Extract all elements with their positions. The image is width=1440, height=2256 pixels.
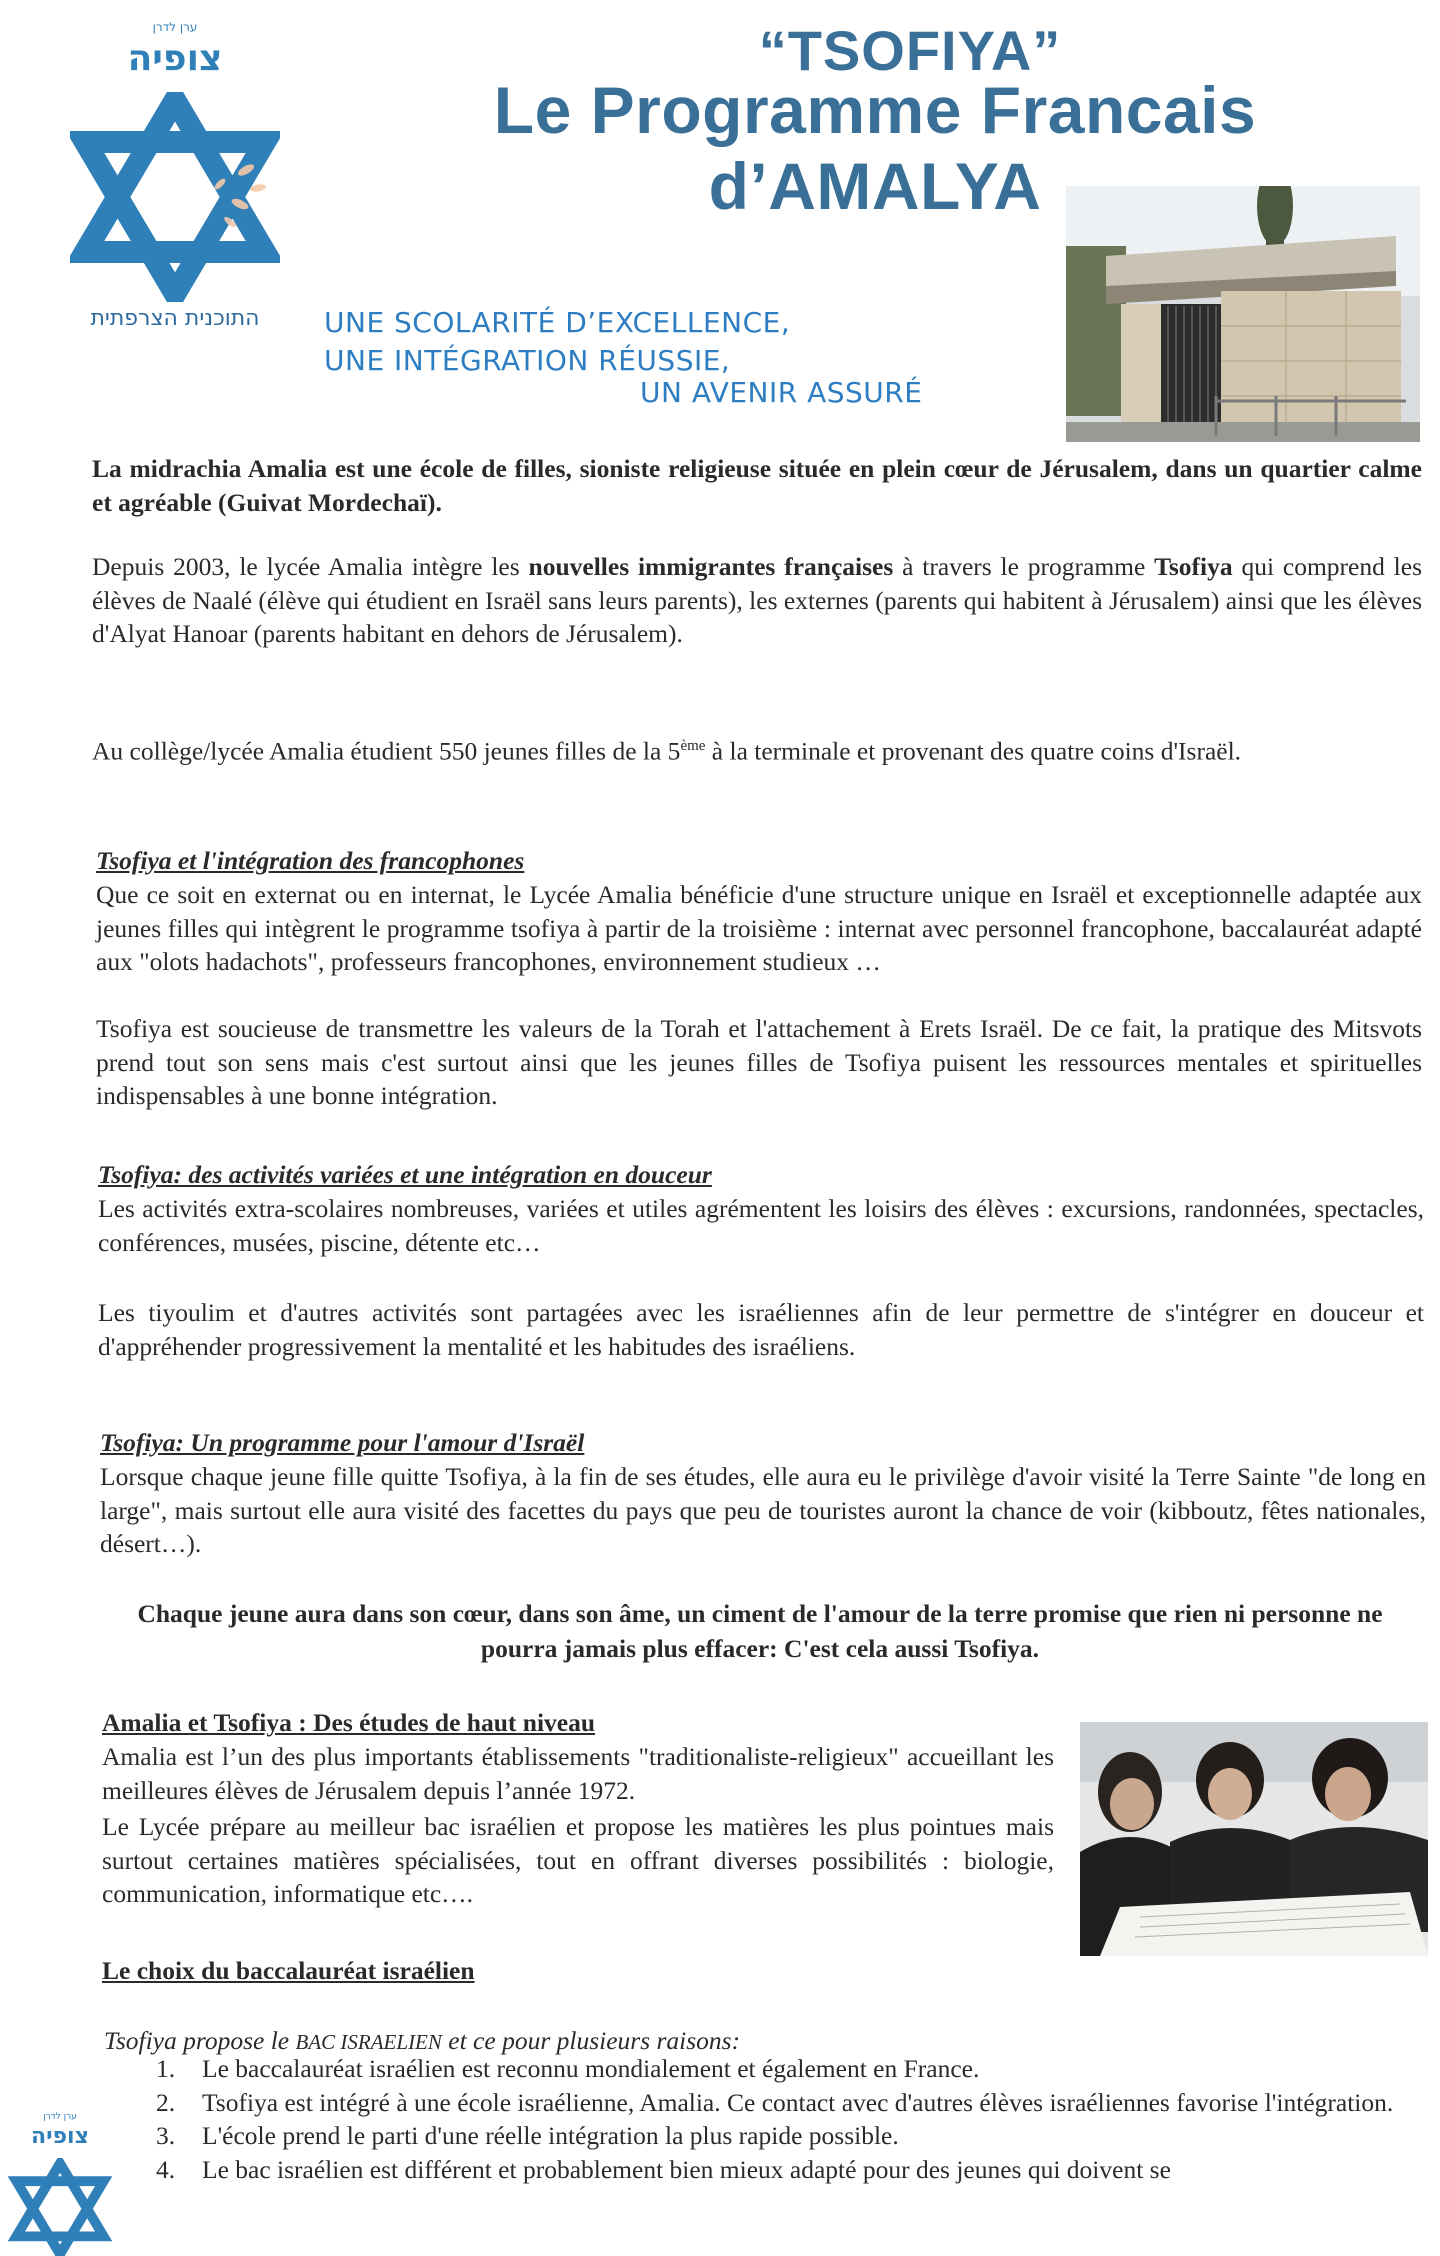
intro-lead: La midrachia Amalia est une école de filles, sioniste religieuse située en plein cœur de Jérusalem, dans un quartier calme et agréable (Guivat Mordechaï). [92,454,1422,517]
students-photo [1080,1722,1428,1956]
intro-p2-text: à travers le programme [893,552,1155,581]
intro-p3-superscript: ème [680,738,706,754]
list-item-number: 4. [156,2154,176,2184]
section-4-paragraph-2: Le Lycée prépare au meilleur bac israélien et propose les matières les plus pointues mais surtout certaines matières spécialisées, tout en offrant diverses possibilités : biologie, communication, informatique etc…. [102,1812,1054,1908]
section-3-paragraph-1: Lorsque chaque jeune fille quitte Tsofiya, à la fin de ses études, elle aura eu le privilège d'avoir visité la Terre Sainte "de long en large", mais surtout elle aura visité des facettes du pays que peu de touristes auront la chance de voir (kibboutz, fêtes nationales, désert…). [100,1462,1426,1558]
section-5-heading: Le choix du baccalauréat israélien [102,1956,475,1985]
footer-logo [0,2112,120,2256]
logo-small-text: ערן לדרן [152,20,198,34]
page-subtitle: Le Programme Francais d’AMALYA [493,73,1257,223]
intro-p2-text: Depuis 2003, le lycée Amalia intègre les [92,552,529,581]
section-5-intro-text: et ce pour plusieurs raisons: [441,2026,741,2055]
section-4-heading: Amalia et Tsofiya : Des études de haut niveau [102,1708,596,1737]
slogan-line-3: UN AVENIR ASSURÉ [640,376,923,409]
intro-p3-text: à la terminale et provenant des quatre coins d'Israël. [705,736,1242,766]
list-item [100,2119,1430,2153]
section-5-intro-bac: BAC ISRAELIEN [295,2030,442,2054]
section-3-heading: Tsofiya: Un programme pour l'amour d'Israël [100,1428,585,1457]
list-item-text: Le baccalauréat israélien est reconnu mondialement et également en France. [202,2054,980,2083]
intro-p2-emphasis: nouvelles immigrantes françaises [528,552,894,581]
school-gate-photo [1066,186,1420,442]
section-2-heading: Tsofiya: des activités variées et une intégration en douceur [98,1160,712,1189]
intro-paragraph-2 [92,550,1422,651]
highlight-quote: Chaque jeune aura dans son cœur, dans son âme, un ciment de l'amour de la terre promise que rien ni personne ne pourra jamais plus effacer: C'est cela aussi Tsofiya. [137,1599,1383,1663]
logo-caption: התוכנית הצרפתית [90,306,260,331]
section-2-paragraph-2: Les tiyoulim et d'autres activités sont partagées avec les israéliennes afin de leur permettre de s'intégrer en douceur et d'appréhender progressivement la mentalité et les habitudes des israéliens. [98,1298,1424,1361]
section-2-paragraph-1: Les activités extra-scolaires nombreuses, variées et utiles agrémentent les loisirs des élèves : excursions, randonnées, spectacles, conférences, musées, piscine, détente etc… [98,1194,1424,1257]
page-title: “TSOFIYA” [758,19,1062,82]
intro-p2-text: qui comprend les élèves de Naalé (élève qui étudient en Israël sans leurs parents), les externes (parents qui habitent à Jérusalem) ainsi que les élèves d'Alyat Hanoar (parents habitant en dehors de Jérusalem). [92,552,1423,648]
list-item-number: 2. [156,2087,176,2117]
section-4-paragraph-1: Amalia est l’un des plus importants établissements "traditionaliste-religieux" accueillant les meilleures élèves de Jérusalem depuis l’année 1972. [102,1742,1054,1805]
list-item-text: Le bac israélien est différent et probablement bien mieux adapté pour des jeunes qui doivent se [202,2154,1171,2184]
list-item [100,2052,1430,2086]
list-item-text: Tsofiya est intégré à une école israélienne, Amalia. Ce contact avec d'autres élèves israéliennes favorise l'intégration. [202,2087,1394,2117]
list-item-number: 3. [156,2121,176,2150]
slogan-line-2: UNE INTÉGRATION RÉUSSIE, [324,344,731,377]
list-item-text: L'école prend le parti d'une réelle intégration la plus rapide possible. [202,2121,899,2150]
star-of-david-icon [5,2158,115,2256]
section-1-paragraph-1: Que ce soit en externat ou en internat, le Lycée Amalia bénéficie d'une structure unique en Israël et exceptionnelle adaptée aux jeunes filles qui intègrent le programme tsofiya à partir de la troisième : internat avec personnel francophone, baccalauréat adapté aux "olots hadachots", professeurs francophones, environnement studieux … [96,880,1422,976]
footer-logo-name: צופיה [31,2124,89,2149]
logo-name: צופיה [127,38,223,79]
star-of-david-icon [70,92,280,302]
intro-p3-text: Au collège/lycée Amalia étudient 550 jeunes filles de la 5 [92,736,681,766]
section-1-paragraph-2: Tsofiya est soucieuse de transmettre les valeurs de la Torah et l'attachement à Erets Israël. De ce fait, la pratique des Mitsvots prend tout son sens mais c'est surtout ainsi que les jeunes filles de Tsofiya puisent les ressources mentales et spirituelles indispensables à une bonne intégration. [96,1014,1422,1110]
intro-p2-program-name: Tsofiya [1154,552,1233,581]
school-logo [60,20,290,340]
list-item [100,2153,1430,2187]
section-1-heading: Tsofiya et l'intégration des francophones [96,846,525,875]
list-item-number: 1. [156,2054,176,2083]
reasons-list [100,2052,1430,2186]
section-5-intro-text: Tsofiya propose le [104,2026,296,2055]
intro-paragraph-3 [92,730,1422,768]
slogan-line-1: UNE SCOLARITÉ D’EXCELLENCE, [324,306,791,339]
list-item [100,2086,1430,2120]
footer-logo-small-text: ערן לדרן [43,2112,77,2122]
